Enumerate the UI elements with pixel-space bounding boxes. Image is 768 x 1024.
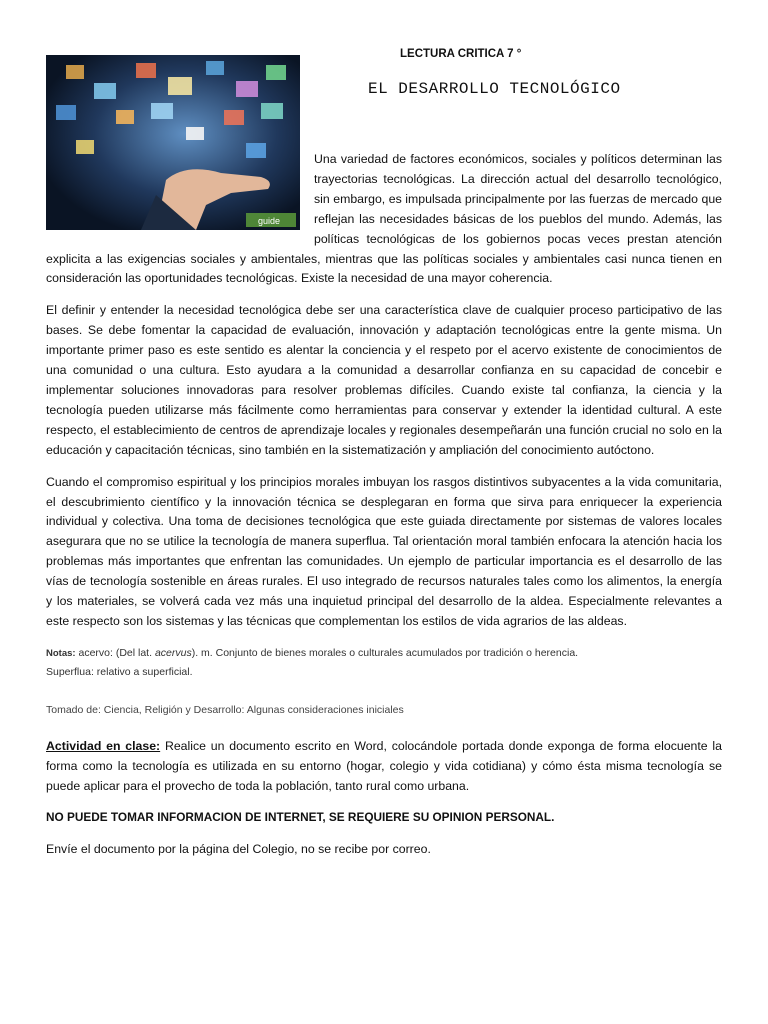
watermark-text: guide: [258, 216, 281, 226]
activity-text: Realice un documento escrito en Word, colocándole portada donde exponga de forma elocuente la forma como la tecnología es utilizada en su entorno (hogar, colegio y vida cotidiana) y cómo ésta misma tecnología se puede aplicar para el provecho de toda la población, tanto rural como urbana.: [46, 738, 722, 793]
paragraph-1: [46, 150, 722, 289]
paragraph-2: El definir y entender la necesidad tecnológica debe ser una característica clave de cualquier proceso participativo de las bases. Se debe fomentar la capacidad de evaluación, innovación y adaptación tecnológicas entre la gente misma. Un importante primer paso es este sentido es alentar la conciencia y el respeto por el acervo existente de conocimientos de una comunidad o una cultura. Esto ayudara a la comunidad a desarrollar confianza en su capacidad de concebir e implementar soluciones innovadoras para resolver problemas difíciles. Cuando existe tal confianza, la ciencia y la tecnología pueden utilizarse más fácilmente como herramientas para conservar y extender la identidad cultural. A este respecto, el establecimiento de centros de aprendizaje locales y regionales desempeñarán una función crucial no solo en la educación y capacitación técnicas, sino también en la sistematización y ampliación del conocimiento autóctono.: [46, 303, 722, 457]
paragraph-1-text: Una variedad de factores económicos, sociales y políticos determinan las trayectorias tecnológicas. La dirección actual del desarrollo tecnológico, sin embargo, es impulsada principalmente por las fuerzas de mercado que reflejan las necesidades básicas de los pueblos del mundo. Además, las políticas tecnológicas de los gobiernos pocas veces prestan atención explicita a las exigencias sociales y ambientales, mientras que las políticas sociales y ambientales casi nunca tienen en consideración las oportunidades tecnológicas. Existe la necesidad de una mayor coherencia.: [46, 152, 722, 286]
document-title: EL DESARROLLO TECNOLÓGICO: [368, 80, 621, 98]
lectura-header: LECTURA CRITICA 7 °: [400, 48, 522, 60]
activity-label: Actividad en clase:: [46, 738, 161, 753]
send-instructions: Envíe el documento por la página del Colegio, no se recibe por correo.: [46, 842, 431, 857]
note-acervo-pre: acervo: (Del lat.: [75, 646, 155, 659]
notes-block: [46, 644, 722, 682]
document-body: [46, 150, 722, 872]
paragraph-3: Cuando el compromiso espiritual y los principios morales imbuyan los rasgos distintivos subyacentes a la vida comunitaria, el descubrimiento científico y la innovación técnica se desplegaran en forma que sirva para enriquecer la experiencia individual y colectiva. Una toma de decisiones tecnológica que este guiada directamente por sistemas de valores locales asegurara que no se utilice la tecnología de manera superflua. Tal orientación moral también enfocara la atención hacia los problemas más importantes que enfrentan las comunidades. Un ejemplo de particular importancia es el desarrollo de las vías de tecnología sostenible en áreas rurales. El uso integrado de recursos naturales tales como los alimentos, la energía y los materiales, se volverá cada vez más una inquietud principal del desarrollo de la aldea. Especialmente relevantes a este respecto son los sistemas y las técnicas que complementan los estilos de vida agrarios de las aldeas.: [46, 474, 722, 628]
image-wrap-spacer: [46, 150, 314, 230]
note-acervo-post: ). m. Conjunto de bienes morales o culturales acumulados por tradición o herencia.: [191, 646, 579, 659]
source-citation: Tomado de: Ciencia, Religión y Desarrollo: Algunas consideraciones iniciales: [46, 703, 404, 716]
note-superflua: Superflua: relativo a superficial.: [46, 665, 193, 678]
note-acervo: [46, 644, 722, 663]
activity-paragraph: [46, 737, 722, 797]
notes-label: Notas:: [46, 647, 76, 659]
note-acervo-latin: acervus: [154, 646, 192, 659]
warning-text: NO PUEDE TOMAR INFORMACION DE INTERNET, SE REQUIERE SU OPINION PERSONAL.: [46, 810, 555, 825]
